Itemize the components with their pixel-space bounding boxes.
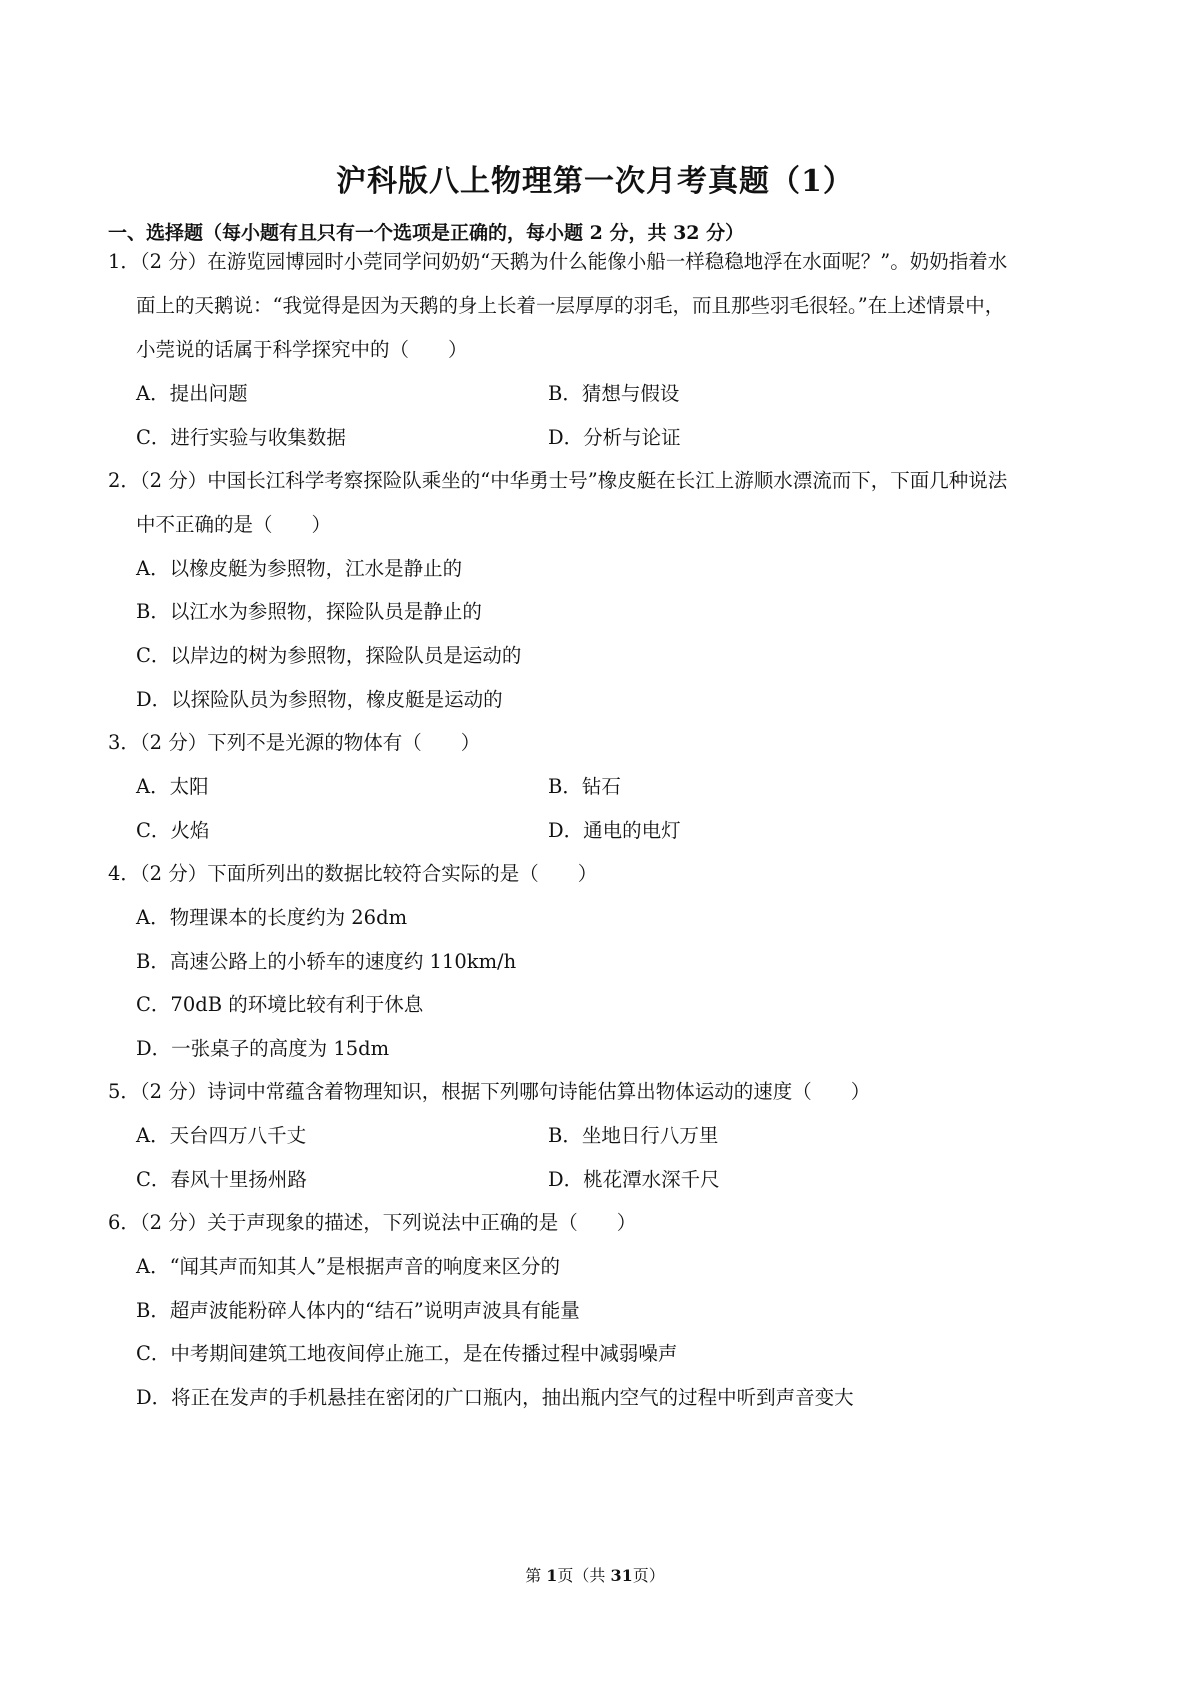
question-3-option-c: C．火焰 bbox=[136, 819, 210, 842]
question-6-option-a: A．“闻其声而知其人”是根据声音的响度来区分的 bbox=[136, 1255, 561, 1278]
question-6-option-c: C．中考期间建筑工地夜间停止施工，是在传播过程中减弱噪声 bbox=[136, 1342, 678, 1365]
question-4-option-b: B．高速公路上的小轿车的速度约 110km/h bbox=[136, 950, 517, 973]
question-1-line-3: 小莞说的话属于科学探究中的（ ） bbox=[136, 338, 468, 361]
question-1-line-1: 1．（2 分）在游览园博园时小莞同学问奶奶“天鹅为什么能像小船一样稳稳地浮在水面呢？”。奶奶指着水 bbox=[108, 250, 1008, 273]
footer-page-number: 1 bbox=[546, 1566, 558, 1585]
footer-prefix: 第 bbox=[525, 1566, 547, 1585]
question-5-option-c: C．春风十里扬州路 bbox=[136, 1168, 307, 1191]
question-2-option-b: B．以江水为参照物，探险队员是静止的 bbox=[136, 600, 482, 623]
question-3-option-a: A．太阳 bbox=[136, 775, 209, 798]
question-6-option-d: D．将正在发声的手机悬挂在密闭的广口瓶内，抽出瓶内空气的过程中听到声音变大 bbox=[136, 1386, 854, 1409]
page-title: 沪科版八上物理第一次月考真题（1） bbox=[336, 164, 854, 199]
question-6-line-1: 6．（2 分）关于声现象的描述，下列说法中正确的是（ ） bbox=[108, 1211, 637, 1234]
question-2-option-d: D．以探险队员为参照物，橡皮艇是运动的 bbox=[136, 688, 503, 711]
page-footer bbox=[0, 1563, 1190, 1586]
question-6-option-b: B．超声波能粉碎人体内的“结石”说明声波具有能量 bbox=[136, 1299, 580, 1322]
question-4-option-c: C．70dB 的环境比较有利于休息 bbox=[136, 993, 424, 1016]
question-1-option-b: B．猜想与假设 bbox=[548, 382, 680, 405]
question-1-line-2: 面上的天鹅说：“我觉得是因为天鹅的身上长着一层厚厚的羽毛，而且那些羽毛很轻。”在上述情景中， bbox=[136, 294, 1005, 317]
footer-total-pages: 31 bbox=[610, 1566, 633, 1585]
question-5-option-b: B．坐地日行八万里 bbox=[548, 1124, 719, 1147]
question-5-line-1: 5．（2 分）诗词中常蕴含着物理知识，根据下列哪句诗能估算出物体运动的速度（ ） bbox=[108, 1080, 871, 1103]
question-2-option-c: C．以岸边的树为参照物，探险队员是运动的 bbox=[136, 644, 522, 667]
question-4-option-d: D．一张桌子的高度为 15dm bbox=[136, 1037, 390, 1060]
section-heading: 一、选择题（每小题有且只有一个选项是正确的，每小题 2 分，共 32 分） bbox=[108, 222, 745, 244]
footer-middle: 页（共 bbox=[557, 1566, 611, 1585]
question-5-option-d: D．桃花潭水深千尺 bbox=[548, 1168, 720, 1191]
question-3-option-d: D．通电的电灯 bbox=[548, 819, 681, 842]
footer-suffix: 页） bbox=[632, 1566, 665, 1585]
question-4-line-1: 4．（2 分）下面所列出的数据比较符合实际的是（ ） bbox=[108, 862, 598, 885]
question-5-option-a: A．天台四万八千丈 bbox=[136, 1124, 307, 1147]
question-3-option-b: B．钻石 bbox=[548, 775, 621, 798]
question-2-line-1: 2．（2 分）中国长江科学考察探险队乘坐的“中华勇士号”橡皮艇在长江上游顺水漂流而下，下面几种说法 bbox=[108, 469, 1008, 492]
question-2-option-a: A．以橡皮艇为参照物，江水是静止的 bbox=[136, 557, 463, 580]
question-3-line-1: 3．（2 分）下列不是光源的物体有（ ） bbox=[108, 731, 481, 754]
question-1-option-c: C．进行实验与收集数据 bbox=[136, 426, 346, 449]
question-1-option-a: A．提出问题 bbox=[136, 382, 248, 405]
question-2-line-2: 中不正确的是（ ） bbox=[136, 513, 332, 536]
question-4-option-a: A．物理课本的长度约为 26dm bbox=[136, 906, 408, 929]
question-1-option-d: D．分析与论证 bbox=[548, 426, 681, 449]
